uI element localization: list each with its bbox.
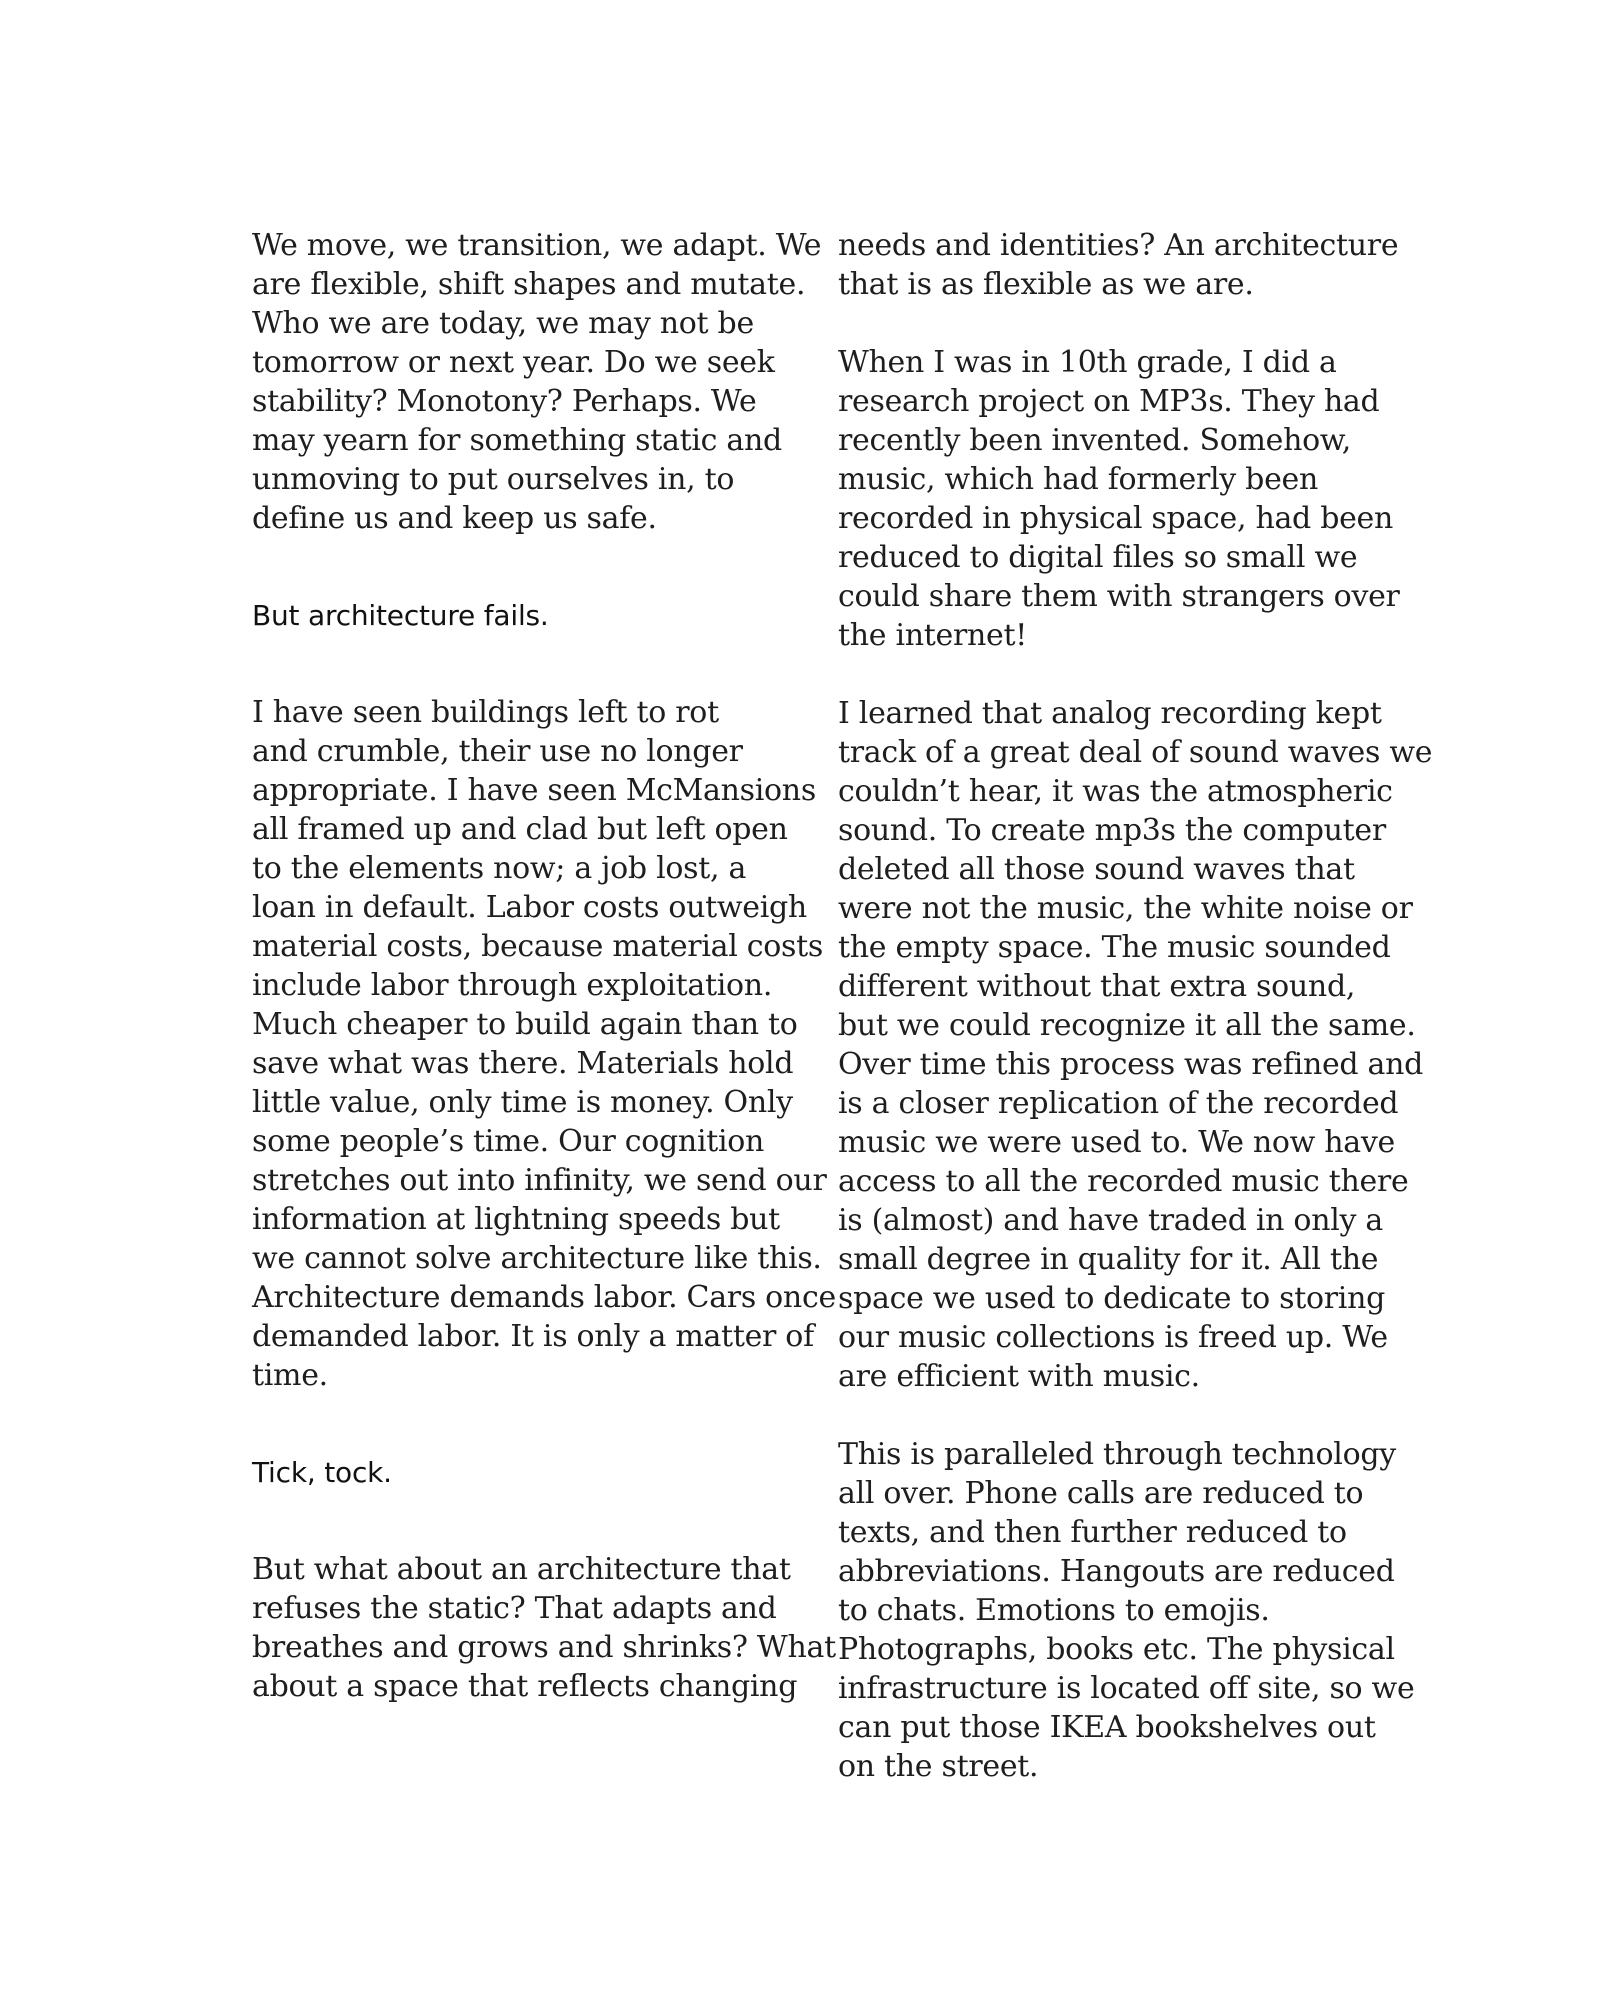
- spacer: [838, 1396, 1398, 1435]
- text-line: include labor through exploitation.: [252, 968, 773, 1003]
- right-column: [838, 226, 1433, 1786]
- text-line: but we could recognize it all the same.: [838, 1008, 1416, 1043]
- text-line: space we used to dedicate to storing: [838, 1281, 1386, 1316]
- section-heading-tick-tock: Tick, tock.: [252, 1456, 392, 1489]
- paragraph-analog-recording: [838, 694, 1433, 1396]
- text-line: could share them with strangers over: [838, 579, 1400, 614]
- text-line: can put those IKEA bookshelves out: [838, 1710, 1376, 1745]
- text-line: research project on MP3s. They had: [838, 384, 1380, 419]
- text-line: couldn’t hear, it was the atmospheric: [838, 774, 1393, 809]
- text-line: that is as flexible as we are.: [838, 267, 1254, 302]
- text-line: Who we are today, we may not be: [252, 306, 754, 341]
- text-line: may yearn for something static and: [252, 423, 782, 458]
- text-line: When I was in 10th grade, I did a: [838, 345, 1337, 380]
- text-line: Architecture demands labor. Cars once: [252, 1280, 836, 1315]
- text-line: to the elements now; a job lost, a: [252, 851, 747, 886]
- text-line: I have seen buildings left to rot: [252, 695, 719, 730]
- text-line: unmoving to put ourselves in, to: [252, 462, 735, 497]
- text-line: is (almost) and have traded in only a: [838, 1203, 1383, 1238]
- text-line: small degree in quality for it. All the: [838, 1242, 1379, 1277]
- spacer: [252, 538, 812, 596]
- text-line: all over. Phone calls are reduced to: [838, 1476, 1364, 1511]
- paragraph-flexible: [838, 226, 1398, 304]
- text-line: tomorrow or next year. Do we seek: [252, 345, 775, 380]
- text-line: This is paralleled through technology: [838, 1437, 1396, 1472]
- text-line: about a space that reflects changing: [252, 1669, 798, 1704]
- text-line: loan in default. Labor costs outweigh: [252, 890, 807, 925]
- text-line: we cannot solve architecture like this.: [252, 1241, 822, 1276]
- text-line: all framed up and clad but left open: [252, 812, 788, 847]
- text-line: and crumble, their use no longer: [252, 734, 743, 769]
- text-line: recorded in physical space, had been: [838, 501, 1394, 536]
- spacer: [252, 1492, 812, 1550]
- text-line: little value, only time is money. Only: [252, 1085, 793, 1120]
- text-line: music, which had formerly been: [838, 462, 1318, 497]
- text-line: music we were used to. We now have: [838, 1125, 1395, 1160]
- text-line: time.: [252, 1358, 328, 1393]
- text-line: some people’s time. Our cognition: [252, 1124, 765, 1159]
- text-line: our music collections is freed up. We: [838, 1320, 1388, 1355]
- text-line: deleted all those sound waves that: [838, 852, 1355, 887]
- text-line: different without that extra sound,: [838, 969, 1356, 1004]
- left-column: [252, 226, 836, 1706]
- text-line: are flexible, shift shapes and mutate.: [252, 267, 806, 302]
- text-line: define us and keep us safe.: [252, 501, 657, 536]
- text-line: infrastructure is located off site, so we: [838, 1671, 1415, 1706]
- text-line: recently been invented. Somehow,: [838, 423, 1351, 458]
- text-line: information at lightning speeds but: [252, 1202, 780, 1237]
- spacer: [252, 635, 812, 693]
- text-line: sound. To create mp3s the computer: [838, 813, 1386, 848]
- text-line: breathes and grows and shrinks? What: [252, 1630, 836, 1665]
- paragraph-buildings: [252, 693, 836, 1395]
- text-line: Much cheaper to build again than to: [252, 1007, 798, 1042]
- text-line: were not the music, the white noise or: [838, 891, 1413, 926]
- text-line: reduced to digital files so small we: [838, 540, 1358, 575]
- text-line: demanded labor. It is only a matter of: [252, 1319, 814, 1354]
- text-line: save what was there. Materials hold: [252, 1046, 794, 1081]
- text-line: texts, and then further reduced to: [838, 1515, 1347, 1550]
- text-line: Photographs, books etc. The physical: [838, 1632, 1395, 1667]
- text-line: abbreviations. Hangouts are reduced: [838, 1554, 1395, 1589]
- text-line: stability? Monotony? Perhaps. We: [252, 384, 757, 419]
- section-heading-architecture-fails: But architecture fails.: [252, 599, 549, 632]
- paragraph-mp3-project: [838, 343, 1398, 655]
- text-line: We move, we transition, we adapt. We: [252, 228, 822, 263]
- text-line: is a closer replication of the recorded: [838, 1086, 1399, 1121]
- text-line: stretches out into infinity, we send our: [252, 1163, 827, 1198]
- text-line: appropriate. I have seen McMansions: [252, 773, 816, 808]
- spacer: [838, 304, 1398, 343]
- text-line: But what about an architecture that: [252, 1552, 791, 1587]
- text-line: track of a great deal of sound waves we: [838, 735, 1433, 770]
- text-line: access to all the recorded music there: [838, 1164, 1409, 1199]
- text-line: needs and identities? An architecture: [838, 228, 1399, 263]
- text-line: the empty space. The music sounded: [838, 930, 1391, 965]
- spacer: [252, 1395, 812, 1453]
- text-line: material costs, because material costs: [252, 929, 823, 964]
- text-line: are efficient with music.: [838, 1359, 1200, 1394]
- text-line: Over time this process was refined and: [838, 1047, 1424, 1082]
- text-line: I learned that analog recording kept: [838, 696, 1382, 731]
- text-line: to chats. Emotions to emojis.: [838, 1593, 1270, 1628]
- text-line: on the street.: [838, 1749, 1039, 1784]
- spacer: [838, 655, 1398, 694]
- text-line: refuses the static? That adapts and: [252, 1591, 777, 1626]
- paragraph-refuses-static: [252, 1550, 836, 1706]
- paragraph-intro: [252, 226, 822, 538]
- paragraph-technology: [838, 1435, 1415, 1786]
- text-line: the internet!: [838, 618, 1028, 653]
